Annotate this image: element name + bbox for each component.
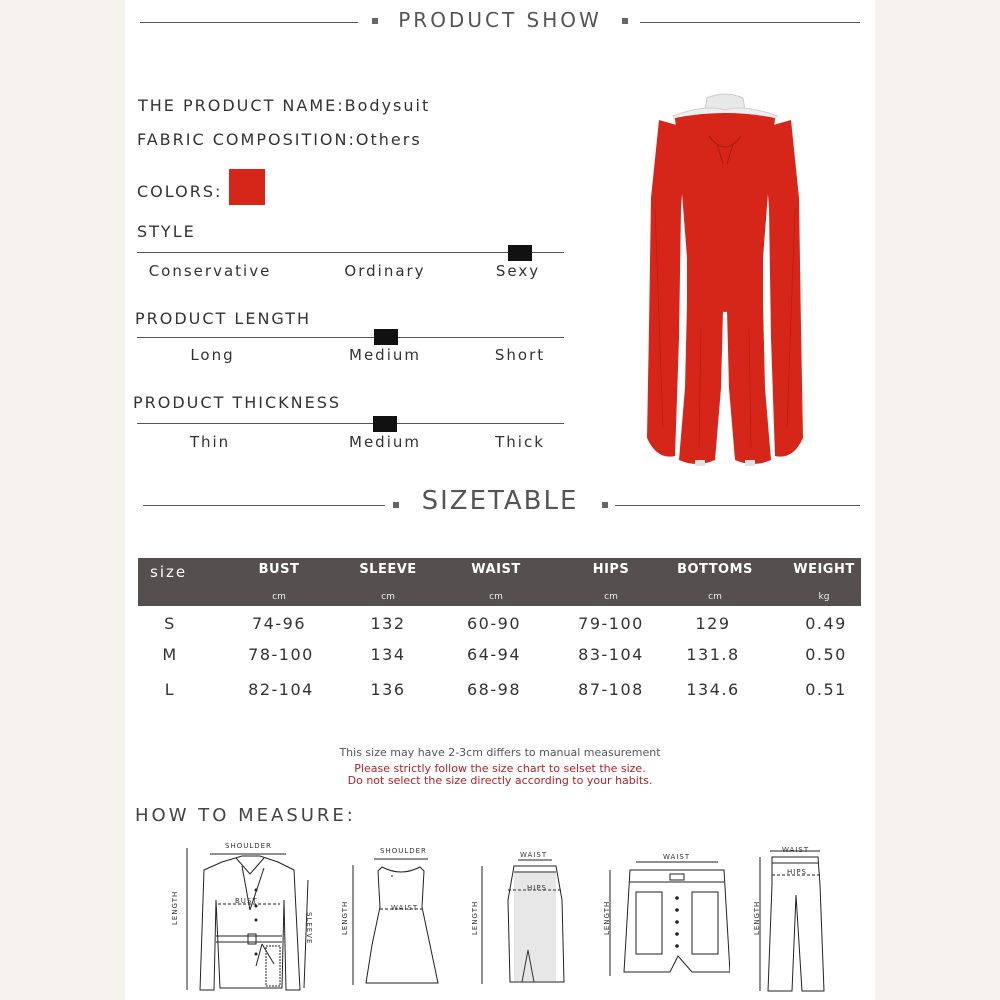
table-cell: 136 [370, 680, 406, 699]
unit-hips: cm [604, 592, 618, 602]
table-cell: 131.8 [686, 645, 740, 664]
dress-figure [340, 845, 440, 990]
size-column-header: size [150, 563, 188, 581]
header-left-line [140, 22, 358, 23]
product-name-row [138, 96, 430, 115]
jacket-length-label: LENGTH [171, 890, 179, 925]
sizetable-right-dot [602, 502, 608, 508]
table-cell: 79-100 [578, 614, 644, 633]
length-scale-title: PRODUCT LENGTH [135, 309, 312, 328]
table-cell: 0.51 [805, 680, 847, 699]
table-row-size: L [164, 680, 176, 699]
table-cell: 83-104 [578, 645, 644, 664]
length-label-long: Long [190, 346, 235, 364]
skirt-waist-label: WAIST [520, 851, 548, 859]
table-row-size: M [162, 645, 178, 664]
sizetable-left-line [143, 505, 385, 506]
table-cell: 64-94 [467, 645, 521, 664]
measurement-note: This size may have 2-3cm differs to manual measurement [339, 746, 661, 759]
shorts-length-label: LENGTH [603, 900, 611, 935]
product-name-value: Bodysuit [344, 96, 431, 115]
length-label-short: Short [494, 346, 546, 364]
size-warning-line2: Do not select the size directly according to your habits. [347, 774, 653, 787]
col-header-weight: WEIGHT [793, 562, 855, 577]
table-cell: 60-90 [467, 614, 521, 633]
how-to-measure-title: HOW TO MEASURE: [135, 805, 356, 826]
color-swatch[interactable] [229, 169, 265, 205]
length-label-medium: Medium [349, 346, 421, 364]
sizetable-title: SIZETABLE [421, 486, 579, 516]
fabric-row [137, 130, 422, 149]
unit-bottoms: cm [708, 592, 722, 602]
header-left-dot [372, 18, 378, 24]
table-cell: 74-96 [252, 614, 306, 633]
length-scale-line [137, 337, 564, 338]
thickness-label-thin: Thin [189, 433, 231, 451]
pants-waist-label: WAIST [782, 846, 810, 854]
product-page [125, 0, 875, 1000]
jacket-sleeve-label: SLEEVE [305, 912, 313, 945]
style-scale-marker [508, 245, 532, 261]
col-header-hips: HIPS [592, 562, 630, 577]
col-header-waist: WAIST [471, 562, 521, 577]
sizetable-left-dot [393, 502, 399, 508]
thickness-scale-line [137, 423, 564, 424]
skirt-hips-label: HIPS [527, 884, 547, 892]
skirt-length-label: LENGTH [471, 900, 479, 935]
style-label-ordinary: Ordinary [344, 262, 426, 280]
colors-label: COLORS: [137, 182, 223, 201]
pants-hips-label: HIPS [787, 868, 807, 876]
col-header-bust: BUST [258, 562, 300, 577]
col-header-sleeve: SLEEVE [359, 562, 417, 577]
unit-bust: cm [272, 592, 286, 602]
table-cell: 68-98 [467, 680, 521, 699]
skirt-figure [470, 850, 570, 990]
fabric-value: Others [355, 130, 422, 149]
thickness-scale-title: PRODUCT THICKNESS [133, 393, 341, 412]
unit-sleeve: cm [381, 592, 395, 602]
table-row-size: S [164, 614, 176, 633]
unit-weight: kg [818, 592, 830, 602]
table-cell: 82-104 [248, 680, 314, 699]
style-label-conservative: Conservative [148, 262, 272, 280]
table-cell: 132 [370, 614, 406, 633]
header-right-line [640, 22, 860, 23]
table-cell: 0.49 [805, 614, 847, 633]
jacket-bust-label: BUST [235, 897, 258, 905]
style-scale-title: STYLE [137, 222, 196, 241]
bodysuit-garment [647, 113, 803, 464]
table-cell: 134 [370, 645, 406, 664]
style-label-sexy: Sexy [495, 262, 541, 280]
style-scale-line [137, 252, 564, 253]
header-right-dot [622, 18, 628, 24]
thickness-label-thick: Thick [495, 433, 545, 451]
shorts-waist-label: WAIST [663, 853, 691, 861]
table-cell: 134.6 [686, 680, 740, 699]
product-show-title: PRODUCT SHOW [398, 8, 602, 32]
table-cell: 129 [695, 614, 731, 633]
table-cell: 78-100 [248, 645, 314, 664]
product-image [645, 88, 805, 468]
thickness-scale-marker [373, 416, 397, 432]
fabric-label: FABRIC COMPOSITION: [137, 130, 356, 149]
length-scale-marker [374, 329, 398, 345]
product-name-label: THE PRODUCT NAME: [138, 96, 345, 115]
dress-shoulder-label: SHOULDER [380, 847, 427, 855]
pants-length-label: LENGTH [753, 900, 761, 935]
col-header-bottoms: BOTTOMS [677, 562, 753, 577]
jacket-shoulder-label: SHOULDER [225, 842, 272, 850]
sizetable-right-line [615, 505, 860, 506]
shorts-figure [600, 850, 730, 980]
table-cell: 87-108 [578, 680, 644, 699]
unit-waist: cm [489, 592, 503, 602]
dress-waist-label: WAIST [391, 904, 419, 912]
table-cell: 0.50 [805, 645, 847, 664]
dress-length-label: LENGTH [341, 900, 349, 935]
jacket-figure [170, 840, 320, 995]
thickness-label-medium: Medium [349, 433, 421, 451]
size-warning-line1: Please strictly follow the size chart to selset the size. [354, 762, 646, 775]
